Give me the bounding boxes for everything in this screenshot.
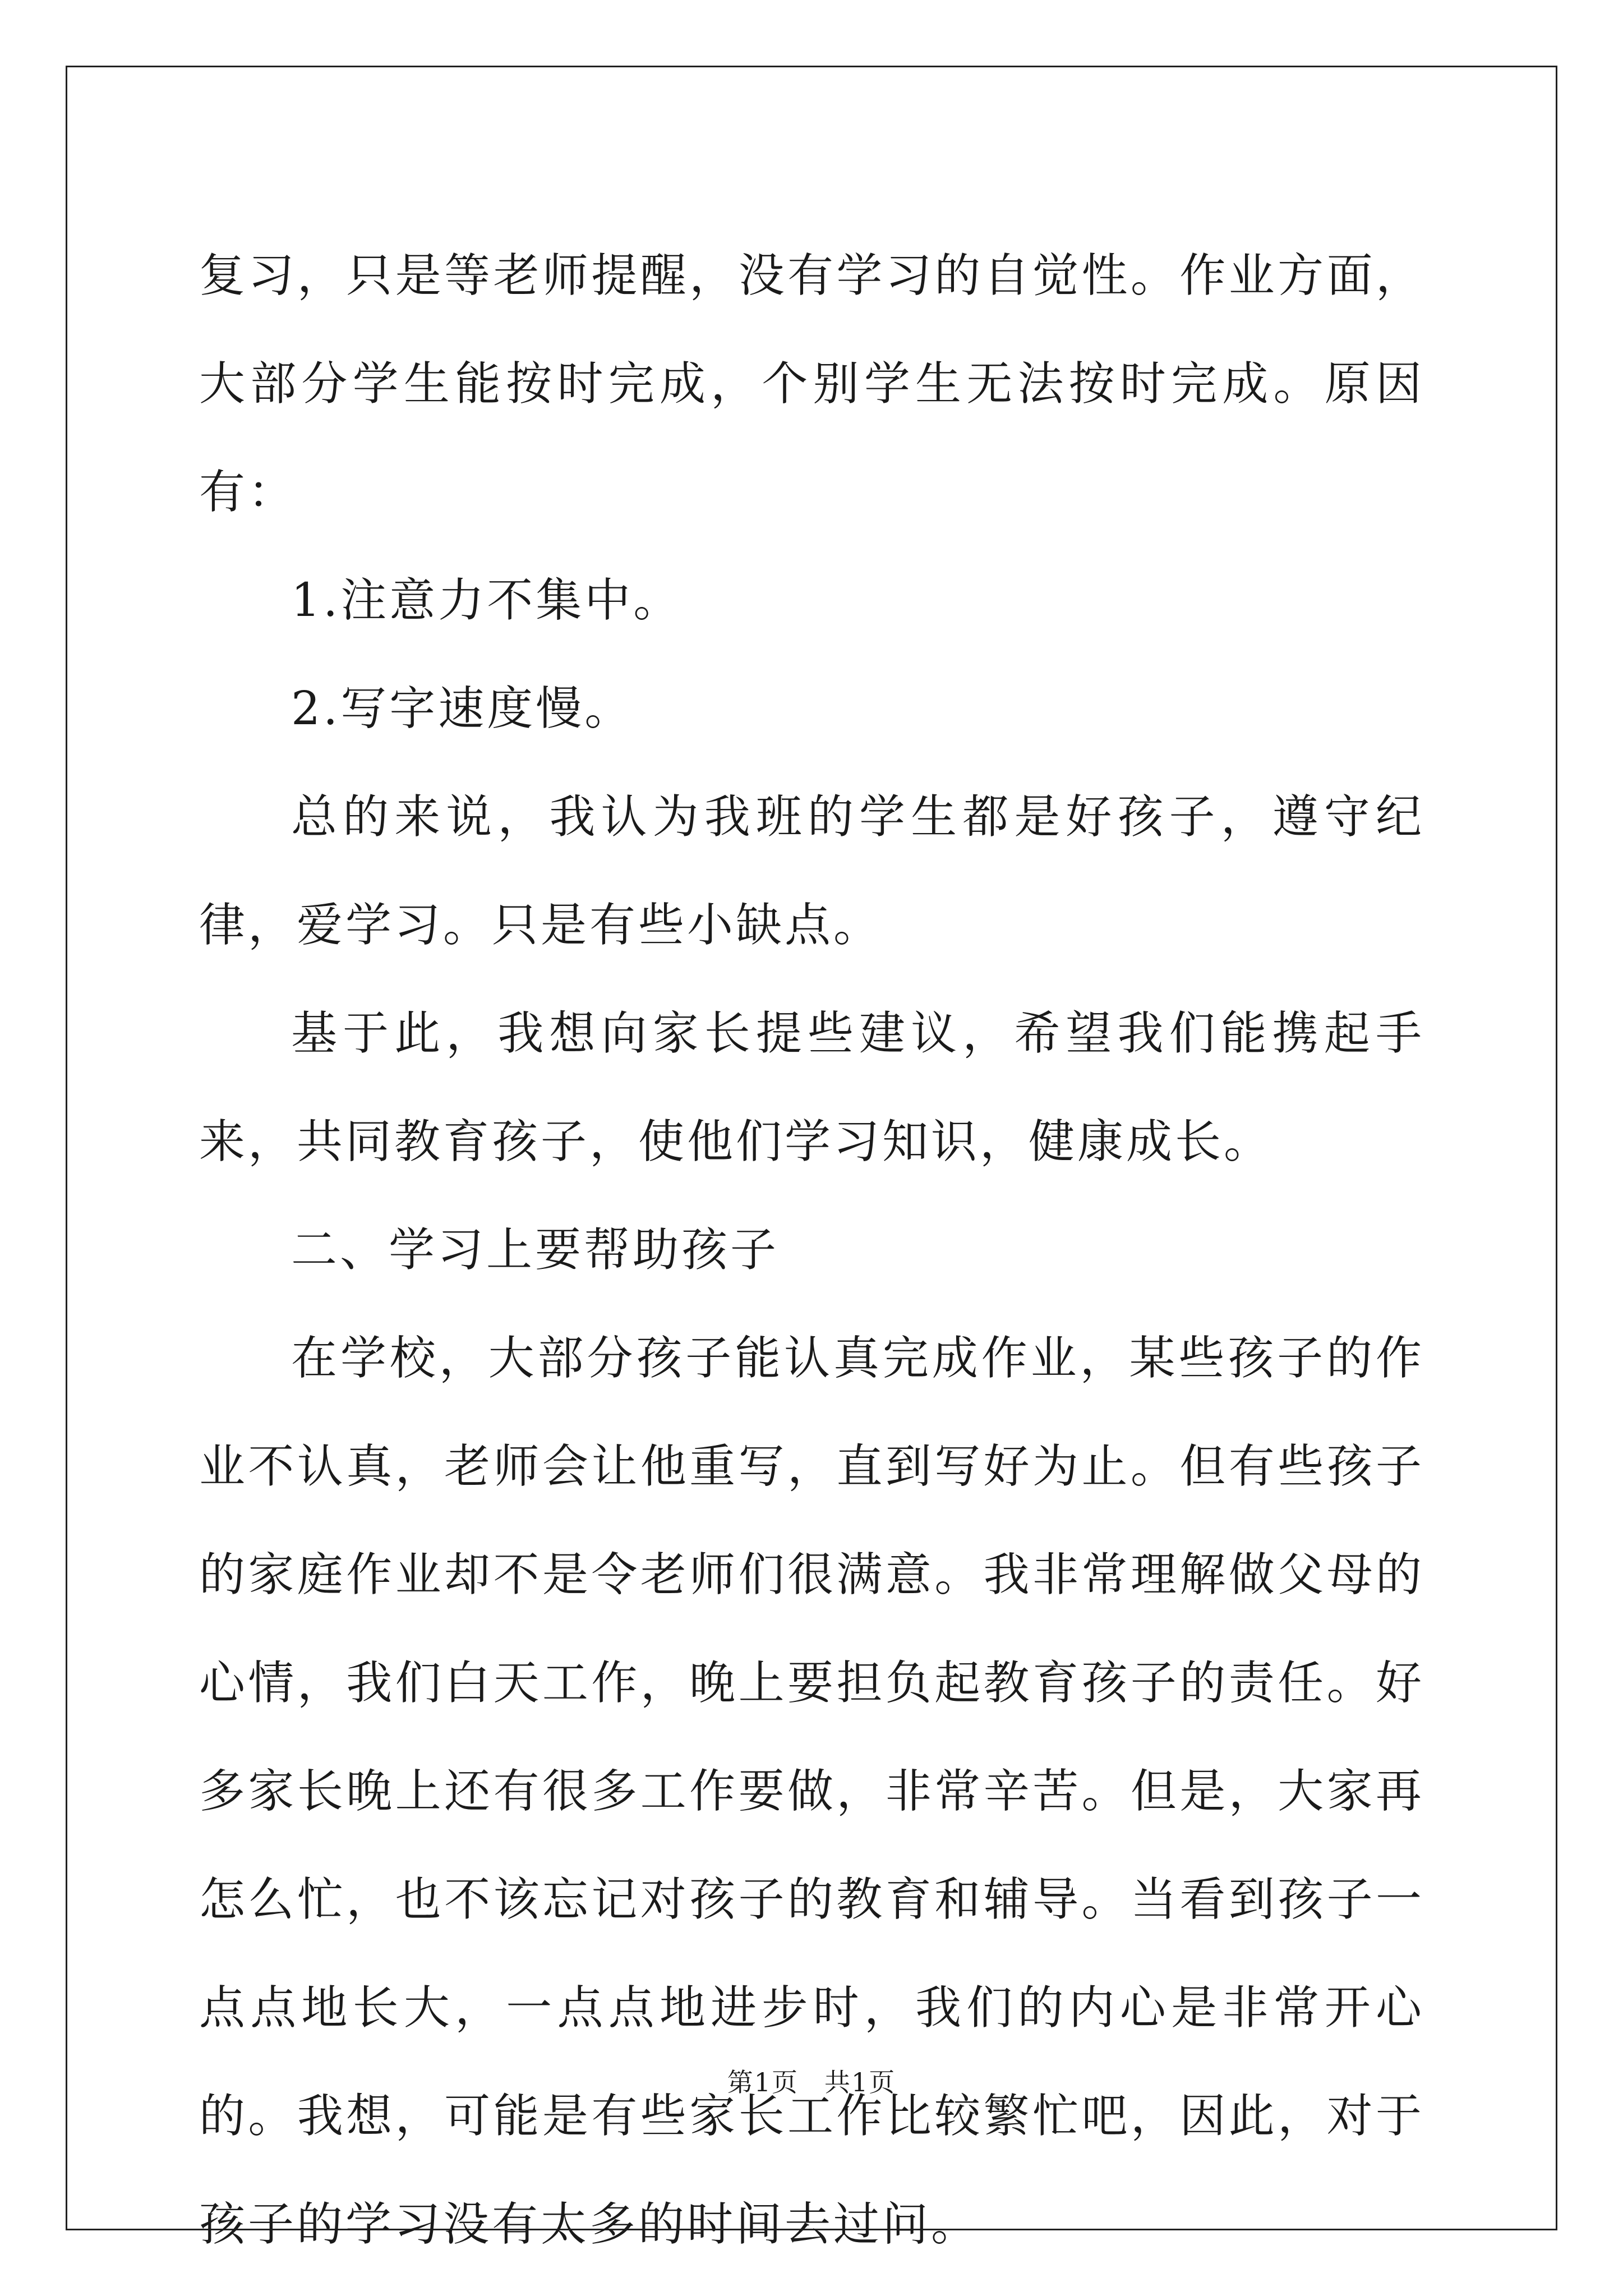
- paragraph-2: 1.注意力不集中。: [291, 574, 683, 627]
- page-footer: [0, 2065, 1623, 2099]
- page-total: 共1页: [824, 2067, 896, 2097]
- paragraph-4: 总的来说，我认为我班的学生都是好孩子，遵守纪律，爱学习。只是有些小缺点。: [199, 790, 1424, 952]
- paragraph-7: 在学校，大部分孩子能认真完成作业，某些孩子的作业不认真，老师会让他重写，直到写好为止。但有些孩子的家庭作业却不是令老师们很满意。我非常理解做父母的心情，我们白天工作，晚上要担负起教育孩子的责任。好多家长晚上还有很多工作要做，非常辛苦。但是，大家再怎么忙，也不该忘记对孩子的教育和辅导。当看到孩子一点点地长大，一点点地进步时，我们的内心是非常开心的。我想，可能是有些家长工作比较繁忙吧，因此，对于孩子的学习没有太多的时间去过问。: [199, 1332, 1424, 2251]
- paragraph-5: 基于此，我想向家长提些建议，希望我们能携起手来，共同教育孩子，使他们学习知识，健康成长。: [199, 1007, 1424, 1168]
- paragraph-3: 2.写字速度慢。: [291, 682, 634, 735]
- section-heading: 二、学习上要帮助孩子: [291, 1223, 780, 1277]
- paragraph-1: 复习，只是等老师提醒，没有学习的自觉性。作业方面，大部分学生能按时完成，个别学生无法按时完成。原因有：: [199, 249, 1424, 519]
- document-body: [199, 222, 1424, 2279]
- page-number: 第1页: [727, 2067, 799, 2097]
